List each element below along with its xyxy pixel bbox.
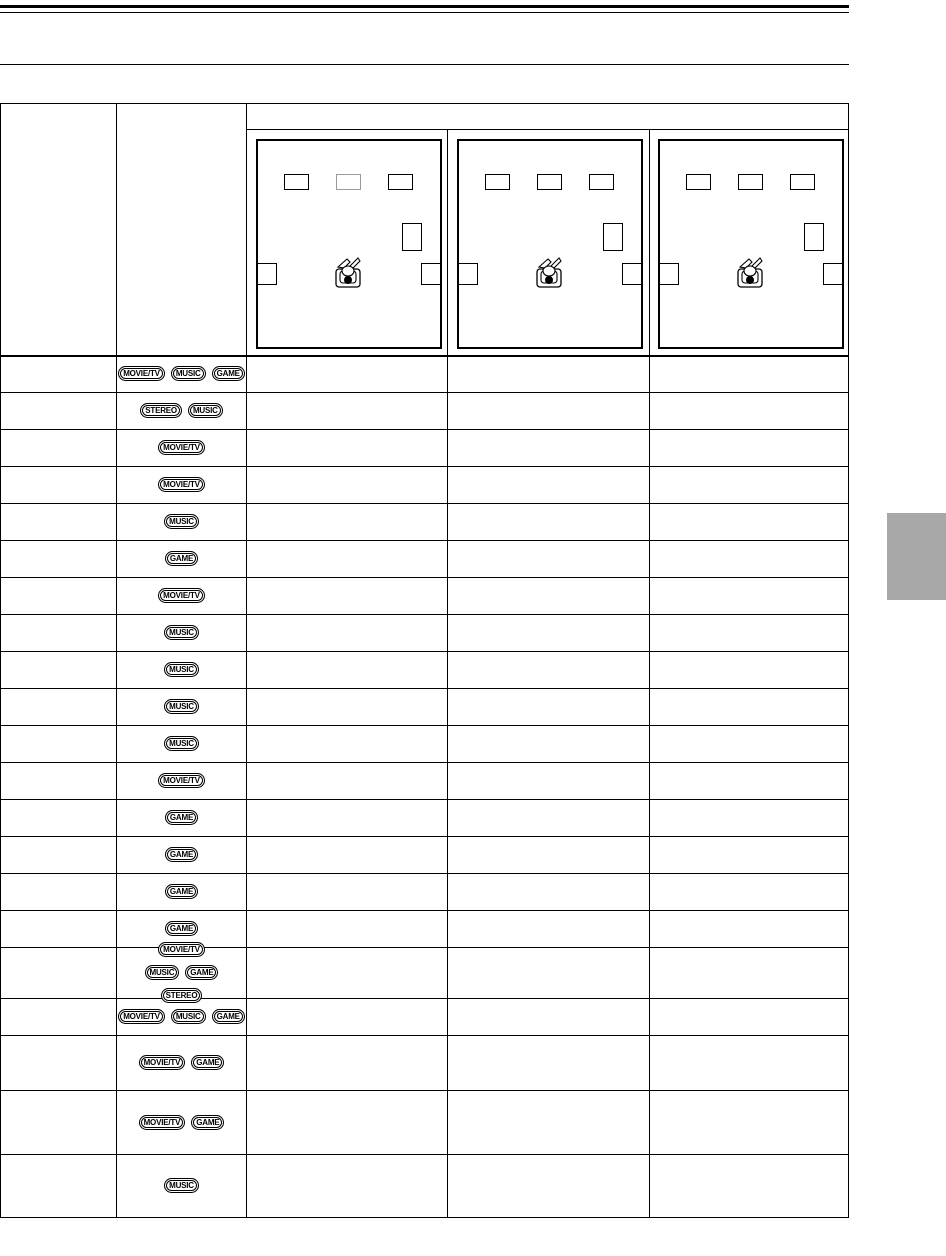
mode-button-cell <box>117 355 246 392</box>
listener-chair-icon <box>736 255 764 289</box>
mode-button-cell <box>117 799 246 836</box>
header-rule-thin <box>0 12 849 13</box>
column-divider <box>848 103 849 1218</box>
movie-tv-button-icon: MOVIE/TV <box>158 440 205 455</box>
table-bottom-border <box>0 1217 849 1218</box>
mode-button-cell <box>117 1154 246 1217</box>
mode-button-cell <box>117 577 246 614</box>
surround-right-speaker <box>421 263 441 285</box>
mode-button-cell <box>117 762 246 799</box>
center-speaker <box>537 174 562 190</box>
column-divider <box>0 103 1 1218</box>
game-button-icon: GAME <box>212 366 245 381</box>
mode-button-cell <box>117 947 246 998</box>
movie-tv-button-icon: MOVIE/TV <box>158 773 205 788</box>
movie-tv-button-icon: MOVIE/TV <box>139 1055 186 1070</box>
music-button-icon: MUSIC <box>164 514 199 529</box>
game-button-icon: GAME <box>165 884 198 899</box>
table-top-border <box>0 103 849 104</box>
listener-chair-icon <box>535 255 563 289</box>
subwoofer-speaker <box>804 223 824 251</box>
mode-button-cell <box>117 725 246 762</box>
subwoofer-speaker <box>402 223 422 251</box>
movie-tv-button-icon: MOVIE/TV <box>118 366 165 381</box>
header-rule-thick <box>0 5 849 8</box>
front-left-speaker <box>686 174 711 190</box>
mode-button-cell <box>117 873 246 910</box>
game-button-icon: GAME <box>185 965 218 980</box>
mode-button-cell <box>117 429 246 466</box>
mode-button-cell <box>117 503 246 540</box>
surround-right-speaker <box>622 263 642 285</box>
mode-button-cell <box>117 1090 246 1154</box>
front-left-speaker <box>284 174 309 190</box>
music-button-icon: MUSIC <box>164 736 199 751</box>
mode-button-cell <box>117 688 246 725</box>
surround-left-speaker <box>257 263 277 285</box>
center-speaker <box>738 174 763 190</box>
mode-button-cell <box>117 1035 246 1090</box>
front-right-speaker <box>388 174 413 190</box>
game-button-icon: GAME <box>165 810 198 825</box>
section-side-tab <box>887 513 946 600</box>
surround-left-speaker <box>458 263 478 285</box>
column-divider <box>447 129 448 1218</box>
movie-tv-button-icon: MOVIE/TV <box>139 1115 186 1130</box>
surround-left-speaker <box>659 263 679 285</box>
movie-tv-button-icon: MOVIE/TV <box>158 477 205 492</box>
music-button-icon: MUSIC <box>164 699 199 714</box>
mode-button-cell <box>117 466 246 503</box>
stereo-button-icon: STEREO <box>140 403 182 418</box>
listener-chair-icon <box>334 255 362 289</box>
music-button-icon: MUSIC <box>171 1009 206 1024</box>
movie-tv-button-icon: MOVIE/TV <box>158 942 205 957</box>
music-button-icon: MUSIC <box>164 1178 199 1193</box>
subwoofer-speaker <box>603 223 623 251</box>
column-divider <box>649 129 650 1218</box>
game-button-icon: GAME <box>191 1055 224 1070</box>
front-left-speaker <box>485 174 510 190</box>
music-button-icon: MUSIC <box>145 965 180 980</box>
surround-right-speaker <box>823 263 843 285</box>
game-button-icon: GAME <box>191 1115 224 1130</box>
mode-button-cell <box>117 392 246 429</box>
music-button-icon: MUSIC <box>171 366 206 381</box>
front-right-speaker <box>589 174 614 190</box>
game-button-icon: GAME <box>165 921 198 936</box>
movie-tv-button-icon: MOVIE/TV <box>158 588 205 603</box>
header-subdivider <box>246 129 849 130</box>
front-right-speaker <box>790 174 815 190</box>
mode-button-cell <box>117 651 246 688</box>
center-speaker <box>336 174 361 190</box>
game-button-icon: GAME <box>165 847 198 862</box>
column-divider <box>246 103 247 1218</box>
mode-button-cell <box>117 614 246 651</box>
mode-button-cell <box>117 540 246 577</box>
game-button-icon: GAME <box>165 551 198 566</box>
stereo-button-icon: STEREO <box>161 988 203 1003</box>
movie-tv-button-icon: MOVIE/TV <box>118 1009 165 1024</box>
music-button-icon: MUSIC <box>188 403 223 418</box>
section-rule <box>0 64 849 65</box>
music-button-icon: MUSIC <box>164 625 199 640</box>
mode-button-cell <box>117 998 246 1035</box>
music-button-icon: MUSIC <box>164 662 199 677</box>
mode-button-cell <box>117 836 246 873</box>
game-button-icon: GAME <box>212 1009 245 1024</box>
